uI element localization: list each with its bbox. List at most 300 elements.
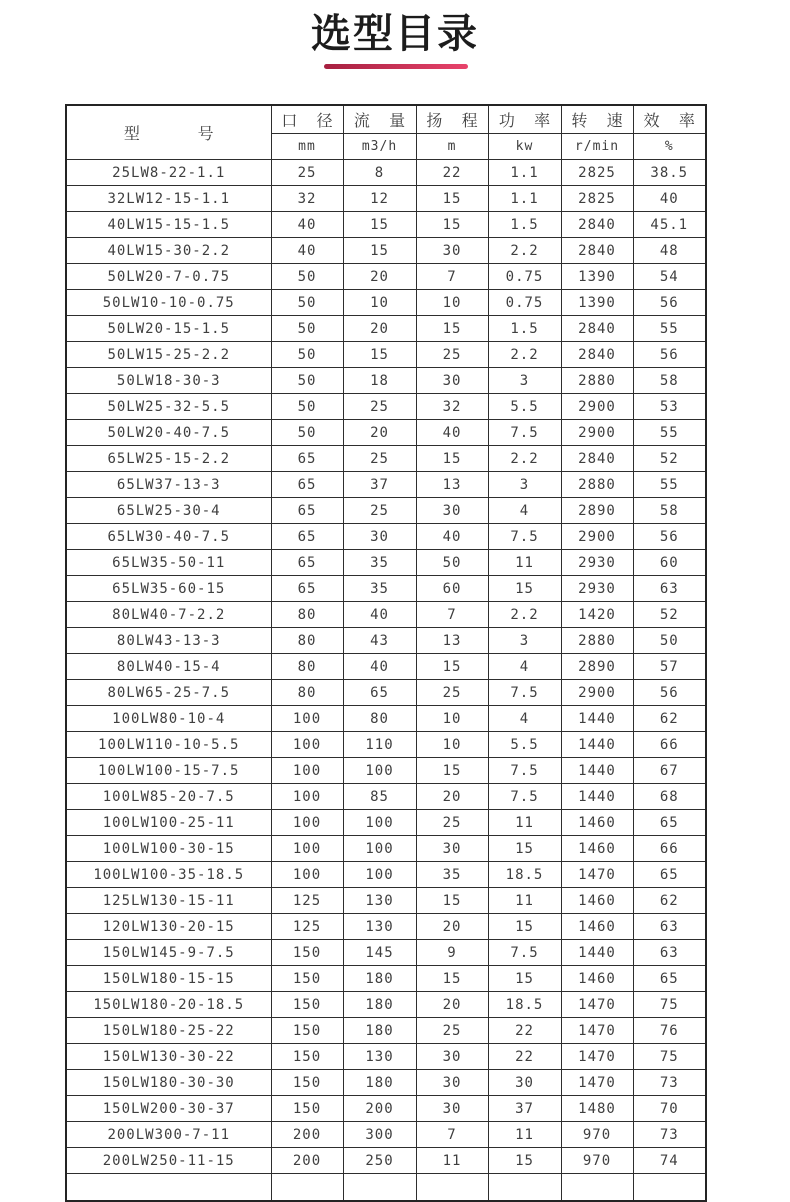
- column-header-2: 扬 程: [416, 105, 488, 134]
- cell-value: 7.5: [488, 758, 561, 784]
- cell-value: 40: [343, 654, 416, 680]
- table-row: [66, 264, 706, 290]
- cell-model: 65LW35-60-15: [66, 576, 271, 602]
- cell-model: 150LW180-15-15: [66, 966, 271, 992]
- cell-value: 15: [416, 966, 488, 992]
- cell-value: 15: [416, 888, 488, 914]
- cell-value: 30: [488, 1070, 561, 1096]
- table-row: [66, 1018, 706, 1044]
- cell-value: 1440: [561, 784, 633, 810]
- cell-value: 1390: [561, 264, 633, 290]
- cell-value: 60: [633, 550, 706, 576]
- cell-value: 2840: [561, 316, 633, 342]
- cell-value: 85: [343, 784, 416, 810]
- column-header-0: 口 径: [271, 105, 343, 134]
- title-underline: [324, 64, 468, 69]
- table-row: [66, 186, 706, 212]
- table-row: [66, 992, 706, 1018]
- cell-value: 2880: [561, 368, 633, 394]
- cell-value: 25: [416, 680, 488, 706]
- cell-value: 200: [343, 1096, 416, 1122]
- cell-model: 150LW200-30-37: [66, 1096, 271, 1122]
- table-row: [66, 1096, 706, 1122]
- cell-value: 100: [343, 810, 416, 836]
- cell-value: 11: [488, 550, 561, 576]
- cell-value: 2825: [561, 186, 633, 212]
- cell-model: 100LW100-30-15: [66, 836, 271, 862]
- cell-value: 80: [271, 628, 343, 654]
- cell-value: 1440: [561, 706, 633, 732]
- cell-value: 2900: [561, 394, 633, 420]
- cell-model: 65LW25-15-2.2: [66, 446, 271, 472]
- cell-model: 40LW15-15-1.5: [66, 212, 271, 238]
- cell-value: 25: [416, 342, 488, 368]
- cell-value: 1440: [561, 732, 633, 758]
- column-header-model: 型 号: [66, 105, 271, 160]
- cell-value: 2930: [561, 576, 633, 602]
- cell-value: 35: [343, 550, 416, 576]
- table-row: [66, 394, 706, 420]
- cell-value: 1440: [561, 940, 633, 966]
- column-header-1: 流 量: [343, 105, 416, 134]
- cell-value: 1440: [561, 758, 633, 784]
- cell-value: 54: [633, 264, 706, 290]
- table-row: [66, 342, 706, 368]
- cell-value: 74: [633, 1148, 706, 1174]
- cell-value: 970: [561, 1122, 633, 1148]
- cell-value: 25: [343, 394, 416, 420]
- cell-model: 150LW180-25-22: [66, 1018, 271, 1044]
- cell-value: 7.5: [488, 940, 561, 966]
- table-row: [66, 212, 706, 238]
- column-unit-3: kw: [488, 134, 561, 160]
- cell-value: 68: [633, 784, 706, 810]
- cell-value: 130: [343, 888, 416, 914]
- cell-value: 20: [416, 914, 488, 940]
- cell-value: 67: [633, 758, 706, 784]
- table-row: [66, 888, 706, 914]
- table-row: [66, 836, 706, 862]
- cell-value: 4: [488, 706, 561, 732]
- cell-value: 30: [416, 836, 488, 862]
- cell-empty: [633, 1174, 706, 1202]
- cell-value: 18.5: [488, 992, 561, 1018]
- table-row: [66, 940, 706, 966]
- cell-value: 100: [343, 862, 416, 888]
- cell-value: 65: [271, 576, 343, 602]
- table-row: [66, 238, 706, 264]
- cell-model: 80LW65-25-7.5: [66, 680, 271, 706]
- cell-value: 57: [633, 654, 706, 680]
- cell-value: 8: [343, 160, 416, 186]
- cell-value: 73: [633, 1122, 706, 1148]
- cell-model: 100LW100-15-7.5: [66, 758, 271, 784]
- cell-model: 150LW180-30-30: [66, 1070, 271, 1096]
- cell-value: 65: [271, 446, 343, 472]
- cell-value: 15: [343, 342, 416, 368]
- cell-value: 20: [343, 420, 416, 446]
- table-row-clipped: [66, 1174, 706, 1202]
- cell-value: 20: [416, 992, 488, 1018]
- cell-value: 2890: [561, 654, 633, 680]
- cell-value: 2900: [561, 680, 633, 706]
- cell-value: 56: [633, 290, 706, 316]
- table-row: [66, 602, 706, 628]
- cell-value: 15: [343, 238, 416, 264]
- cell-value: 25: [271, 160, 343, 186]
- cell-value: 2900: [561, 524, 633, 550]
- cell-value: 56: [633, 524, 706, 550]
- cell-value: 35: [343, 576, 416, 602]
- cell-value: 65: [271, 472, 343, 498]
- cell-value: 13: [416, 472, 488, 498]
- cell-value: 30: [416, 238, 488, 264]
- table-row: [66, 420, 706, 446]
- table-row: [66, 1044, 706, 1070]
- cell-value: 180: [343, 966, 416, 992]
- cell-value: 30: [416, 1044, 488, 1070]
- cell-value: 1420: [561, 602, 633, 628]
- cell-value: 80: [271, 680, 343, 706]
- cell-model: 50LW10-10-0.75: [66, 290, 271, 316]
- cell-value: 2825: [561, 160, 633, 186]
- cell-value: 5.5: [488, 394, 561, 420]
- cell-value: 25: [343, 446, 416, 472]
- column-unit-4: r/min: [561, 134, 633, 160]
- cell-value: 50: [416, 550, 488, 576]
- cell-value: 75: [633, 1044, 706, 1070]
- cell-model: 80LW40-15-4: [66, 654, 271, 680]
- table-row: [66, 654, 706, 680]
- cell-value: 180: [343, 1070, 416, 1096]
- cell-model: 100LW100-35-18.5: [66, 862, 271, 888]
- cell-value: 1.1: [488, 160, 561, 186]
- cell-value: 2930: [561, 550, 633, 576]
- cell-value: 1470: [561, 1070, 633, 1096]
- cell-value: 56: [633, 342, 706, 368]
- cell-value: 15: [416, 654, 488, 680]
- cell-value: 18: [343, 368, 416, 394]
- cell-model: 100LW85-20-7.5: [66, 784, 271, 810]
- cell-value: 40: [271, 212, 343, 238]
- table-row: [66, 290, 706, 316]
- cell-value: 2840: [561, 342, 633, 368]
- cell-value: 3: [488, 368, 561, 394]
- cell-model: 65LW35-50-11: [66, 550, 271, 576]
- table-row: [66, 810, 706, 836]
- cell-value: 7: [416, 1122, 488, 1148]
- cell-value: 180: [343, 1018, 416, 1044]
- cell-value: 250: [343, 1148, 416, 1174]
- cell-value: 10: [416, 732, 488, 758]
- cell-value: 7.5: [488, 680, 561, 706]
- cell-value: 150: [271, 940, 343, 966]
- cell-value: 58: [633, 498, 706, 524]
- table-row: [66, 550, 706, 576]
- column-header-4: 转 速: [561, 105, 633, 134]
- column-unit-1: m3/h: [343, 134, 416, 160]
- cell-value: 15: [416, 758, 488, 784]
- cell-value: 65: [633, 966, 706, 992]
- table-row: [66, 628, 706, 654]
- cell-value: 60: [416, 576, 488, 602]
- cell-value: 53: [633, 394, 706, 420]
- cell-value: 15: [488, 1148, 561, 1174]
- cell-value: 130: [343, 1044, 416, 1070]
- cell-value: 11: [416, 1148, 488, 1174]
- table-row: [66, 966, 706, 992]
- cell-value: 4: [488, 654, 561, 680]
- cell-value: 1.5: [488, 212, 561, 238]
- cell-value: 3: [488, 628, 561, 654]
- cell-value: 11: [488, 888, 561, 914]
- cell-value: 32: [416, 394, 488, 420]
- cell-empty: [416, 1174, 488, 1202]
- cell-value: 55: [633, 472, 706, 498]
- cell-value: 50: [271, 420, 343, 446]
- cell-value: 40: [271, 238, 343, 264]
- cell-model: 65LW30-40-7.5: [66, 524, 271, 550]
- cell-value: 15: [416, 446, 488, 472]
- cell-value: 150: [271, 1044, 343, 1070]
- cell-value: 100: [343, 836, 416, 862]
- cell-model: 50LW25-32-5.5: [66, 394, 271, 420]
- cell-empty: [561, 1174, 633, 1202]
- cell-value: 0.75: [488, 264, 561, 290]
- cell-model: 100LW110-10-5.5: [66, 732, 271, 758]
- cell-value: 37: [343, 472, 416, 498]
- cell-value: 4: [488, 498, 561, 524]
- cell-value: 55: [633, 316, 706, 342]
- cell-value: 40: [416, 420, 488, 446]
- cell-value: 1480: [561, 1096, 633, 1122]
- cell-model: 50LW15-25-2.2: [66, 342, 271, 368]
- cell-value: 10: [343, 290, 416, 316]
- cell-value: 130: [343, 914, 416, 940]
- cell-value: 180: [343, 992, 416, 1018]
- cell-value: 50: [271, 394, 343, 420]
- cell-value: 2.2: [488, 342, 561, 368]
- cell-value: 56: [633, 680, 706, 706]
- cell-value: 150: [271, 966, 343, 992]
- cell-value: 1390: [561, 290, 633, 316]
- cell-value: 80: [271, 654, 343, 680]
- cell-value: 62: [633, 888, 706, 914]
- cell-value: 25: [343, 498, 416, 524]
- cell-value: 70: [633, 1096, 706, 1122]
- cell-model: 65LW25-30-4: [66, 498, 271, 524]
- cell-value: 150: [271, 992, 343, 1018]
- cell-model: 200LW300-7-11: [66, 1122, 271, 1148]
- cell-model: 50LW20-40-7.5: [66, 420, 271, 446]
- cell-value: 150: [271, 1018, 343, 1044]
- cell-value: 2890: [561, 498, 633, 524]
- cell-value: 100: [343, 758, 416, 784]
- cell-value: 1460: [561, 888, 633, 914]
- table-row: [66, 316, 706, 342]
- cell-model: 150LW130-30-22: [66, 1044, 271, 1070]
- cell-value: 2880: [561, 472, 633, 498]
- cell-model: 80LW43-13-3: [66, 628, 271, 654]
- column-header-5: 效 率: [633, 105, 706, 134]
- cell-value: 55: [633, 420, 706, 446]
- table-row: [66, 732, 706, 758]
- cell-model: 200LW250-11-15: [66, 1148, 271, 1174]
- cell-value: 145: [343, 940, 416, 966]
- cell-value: 15: [488, 914, 561, 940]
- cell-value: 1470: [561, 1044, 633, 1070]
- column-header-3: 功 率: [488, 105, 561, 134]
- cell-value: 2.2: [488, 446, 561, 472]
- cell-value: 11: [488, 1122, 561, 1148]
- cell-value: 50: [271, 342, 343, 368]
- cell-value: 3: [488, 472, 561, 498]
- cell-value: 65: [343, 680, 416, 706]
- column-unit-5: %: [633, 134, 706, 160]
- cell-value: 66: [633, 732, 706, 758]
- cell-value: 50: [271, 316, 343, 342]
- cell-value: 80: [343, 706, 416, 732]
- cell-value: 20: [343, 316, 416, 342]
- cell-value: 2840: [561, 238, 633, 264]
- cell-value: 15: [488, 576, 561, 602]
- column-unit-0: mm: [271, 134, 343, 160]
- cell-value: 22: [488, 1018, 561, 1044]
- cell-empty: [343, 1174, 416, 1202]
- cell-model: 125LW130-15-11: [66, 888, 271, 914]
- cell-value: 75: [633, 992, 706, 1018]
- cell-value: 48: [633, 238, 706, 264]
- cell-value: 2.2: [488, 602, 561, 628]
- cell-model: 50LW20-7-0.75: [66, 264, 271, 290]
- cell-value: 10: [416, 706, 488, 732]
- cell-model: 40LW15-30-2.2: [66, 238, 271, 264]
- cell-value: 80: [271, 602, 343, 628]
- cell-model: 25LW8-22-1.1: [66, 160, 271, 186]
- cell-value: 25: [416, 1018, 488, 1044]
- cell-value: 45.1: [633, 212, 706, 238]
- cell-value: 13: [416, 628, 488, 654]
- cell-value: 5.5: [488, 732, 561, 758]
- cell-value: 1460: [561, 836, 633, 862]
- cell-value: 52: [633, 602, 706, 628]
- cell-value: 1460: [561, 966, 633, 992]
- cell-value: 65: [271, 550, 343, 576]
- cell-value: 150: [271, 1096, 343, 1122]
- cell-value: 970: [561, 1148, 633, 1174]
- cell-value: 30: [343, 524, 416, 550]
- cell-value: 22: [416, 160, 488, 186]
- cell-value: 38.5: [633, 160, 706, 186]
- cell-value: 300: [343, 1122, 416, 1148]
- cell-value: 2.2: [488, 238, 561, 264]
- cell-value: 50: [271, 264, 343, 290]
- cell-value: 73: [633, 1070, 706, 1096]
- cell-value: 15: [343, 212, 416, 238]
- cell-value: 76: [633, 1018, 706, 1044]
- cell-value: 22: [488, 1044, 561, 1070]
- cell-value: 200: [271, 1148, 343, 1174]
- cell-value: 1460: [561, 914, 633, 940]
- table-row: [66, 1122, 706, 1148]
- cell-value: 65: [271, 498, 343, 524]
- table-row: [66, 862, 706, 888]
- cell-value: 7: [416, 602, 488, 628]
- cell-value: 200: [271, 1122, 343, 1148]
- cell-value: 20: [343, 264, 416, 290]
- cell-value: 7: [416, 264, 488, 290]
- cell-model: 65LW37-13-3: [66, 472, 271, 498]
- cell-value: 35: [416, 862, 488, 888]
- cell-value: 18.5: [488, 862, 561, 888]
- cell-value: 9: [416, 940, 488, 966]
- table-row: [66, 914, 706, 940]
- cell-value: 63: [633, 576, 706, 602]
- cell-value: 0.75: [488, 290, 561, 316]
- cell-value: 100: [271, 732, 343, 758]
- cell-value: 15: [488, 966, 561, 992]
- cell-value: 2900: [561, 420, 633, 446]
- table-row: [66, 524, 706, 550]
- cell-value: 43: [343, 628, 416, 654]
- table-row: [66, 1148, 706, 1174]
- cell-value: 30: [416, 368, 488, 394]
- cell-value: 52: [633, 446, 706, 472]
- cell-value: 11: [488, 810, 561, 836]
- cell-value: 40: [633, 186, 706, 212]
- cell-value: 15: [416, 316, 488, 342]
- table-body: [66, 160, 706, 1202]
- cell-model: 80LW40-7-2.2: [66, 602, 271, 628]
- column-unit-2: m: [416, 134, 488, 160]
- cell-model: 150LW145-9-7.5: [66, 940, 271, 966]
- cell-value: 65: [633, 862, 706, 888]
- cell-value: 100: [271, 758, 343, 784]
- cell-value: 2840: [561, 212, 633, 238]
- table-row: [66, 368, 706, 394]
- cell-value: 1.1: [488, 186, 561, 212]
- cell-value: 100: [271, 862, 343, 888]
- cell-value: 100: [271, 706, 343, 732]
- cell-value: 12: [343, 186, 416, 212]
- cell-value: 2880: [561, 628, 633, 654]
- cell-value: 65: [633, 810, 706, 836]
- cell-value: 110: [343, 732, 416, 758]
- table-row: [66, 472, 706, 498]
- cell-value: 10: [416, 290, 488, 316]
- cell-value: 7.5: [488, 420, 561, 446]
- cell-value: 58: [633, 368, 706, 394]
- cell-value: 100: [271, 810, 343, 836]
- cell-value: 125: [271, 914, 343, 940]
- cell-value: 100: [271, 836, 343, 862]
- cell-model: 100LW80-10-4: [66, 706, 271, 732]
- table-row: [66, 706, 706, 732]
- cell-value: 1.5: [488, 316, 561, 342]
- cell-value: 32: [271, 186, 343, 212]
- cell-value: 15: [416, 212, 488, 238]
- cell-value: 2840: [561, 446, 633, 472]
- table-row: [66, 784, 706, 810]
- cell-value: 30: [416, 1096, 488, 1122]
- cell-model: 120LW130-20-15: [66, 914, 271, 940]
- cell-value: 1470: [561, 862, 633, 888]
- cell-value: 7.5: [488, 784, 561, 810]
- page-title: 选型目录: [311, 11, 479, 57]
- cell-value: 30: [416, 1070, 488, 1096]
- cell-value: 63: [633, 914, 706, 940]
- cell-value: 15: [488, 836, 561, 862]
